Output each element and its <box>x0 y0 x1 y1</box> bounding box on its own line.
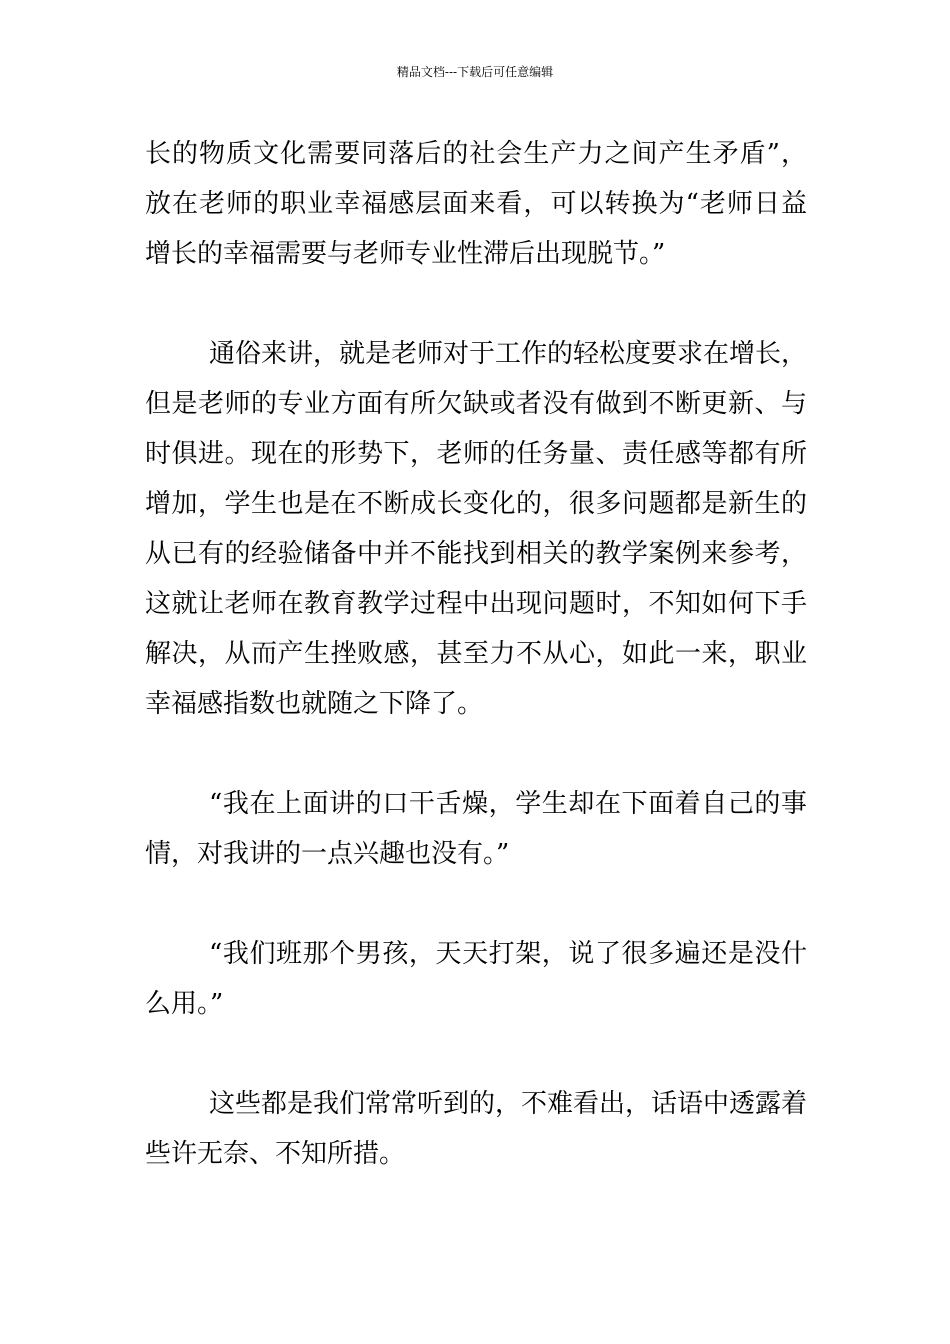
text-line: 放在老师的职业幸福感层面来看，可以转换为“老师日益 <box>145 189 807 219</box>
text-line: 解决，从而产生挫败感，甚至力不从心，如此一来，职业 <box>145 639 807 669</box>
paragraph-gap <box>145 279 807 329</box>
text-line: 通俗来讲，就是老师对于工作的轻松度要求在增长， <box>209 339 808 369</box>
paragraph <box>145 329 807 729</box>
page-header: 精品文档---下载后可任意编辑 <box>396 65 554 79</box>
text-line: 从已有的经验储备中并不能找到相关的教学案例来参考， <box>145 539 807 569</box>
text-line: 么用。” <box>145 989 224 1019</box>
text-line: 些许无奈、不知所措。 <box>145 1139 406 1169</box>
paragraph-gap <box>145 1029 807 1079</box>
text-line: “我们班那个男孩，天天打架，说了很多遍还是没什 <box>209 939 807 969</box>
paragraph <box>145 779 807 879</box>
text-line: 增长的幸福需要与老师专业性滞后出现脱节。” <box>145 239 666 269</box>
text-line: 时俱进。现在的形势下，老师的任务量、责任感等都有所 <box>145 439 807 469</box>
paragraph-gap <box>145 879 807 929</box>
paragraph-gap <box>145 729 807 779</box>
text-line: 但是老师的专业方面有所欠缺或者没有做到不断更新、与 <box>145 389 807 419</box>
text-line: 长的物质文化需要同落后的社会生产力之间产生矛盾”， <box>145 139 807 169</box>
text-line: 这就让老师在教育教学过程中出现问题时，不知如何下手 <box>145 589 807 619</box>
text-line: 增加，学生也是在不断成长变化的，很多问题都是新生的 <box>145 489 807 519</box>
text-line: 幸福感指数也就随之下降了。 <box>145 689 484 719</box>
text-line: 情，对我讲的一点兴趣也没有。” <box>145 839 510 869</box>
paragraph <box>145 129 807 279</box>
paragraph <box>145 929 807 1029</box>
paragraph <box>145 1079 807 1179</box>
text-line: 这些都是我们常常听到的，不难看出，话语中透露着 <box>209 1089 808 1119</box>
document-body <box>145 129 807 1179</box>
text-line: “我在上面讲的口干舌燥，学生却在下面着自己的事 <box>209 789 807 819</box>
